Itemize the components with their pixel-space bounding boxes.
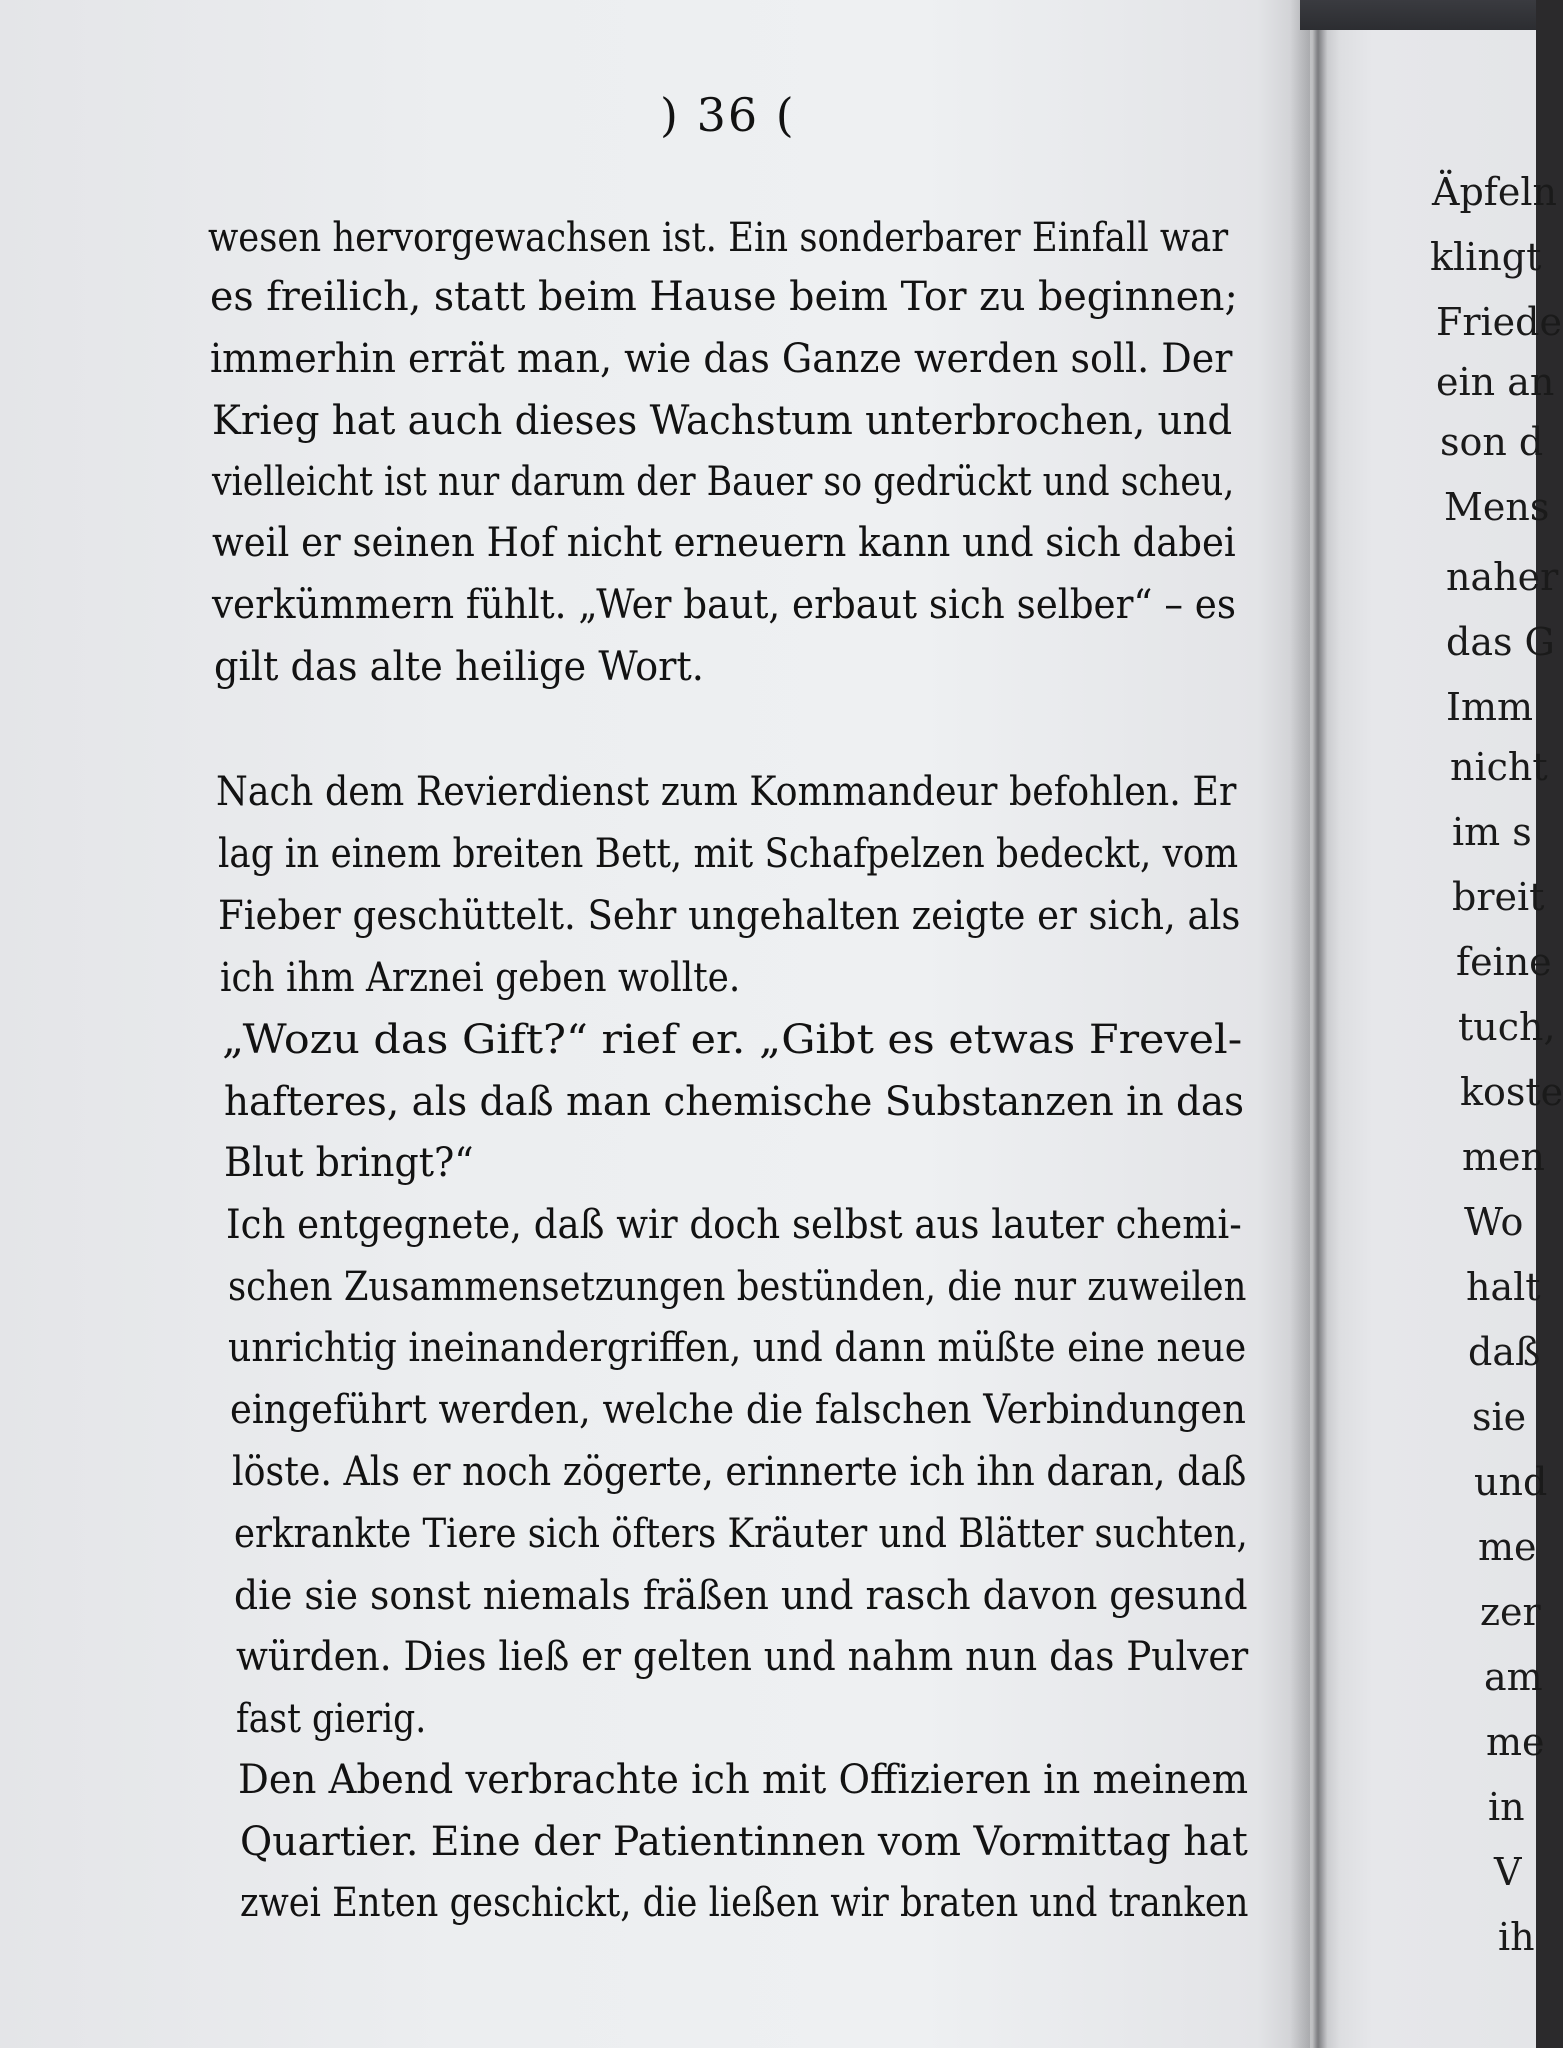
text-line: gilt das alte heilige Wort. — [214, 644, 704, 690]
text-line: vielleicht ist nur darum der Bauer so gedrückt und scheu, — [212, 459, 1235, 505]
facing-page-fragment: koste — [1460, 1070, 1563, 1114]
page-number: ) 36 ( — [660, 88, 796, 142]
text-line: unrichtig ineinandergriffen, und dann müßte eine neue — [228, 1325, 1247, 1371]
facing-page-fragment: men — [1462, 1135, 1545, 1179]
facing-page-fragment: halt — [1466, 1265, 1541, 1309]
text-line: Ich entgegnete, daß wir doch selbst aus lauter chemi- — [226, 1202, 1242, 1248]
text-line: verkümmern fühlt. „Wer baut, erbaut sich selber“ – es — [212, 582, 1236, 628]
text-line: erkrankte Tiere sich öfters Kräuter und Blätter suchten, — [234, 1511, 1248, 1557]
text-line: löste. Als er noch zögerte, erinnerte ich ihn daran, daß — [232, 1449, 1247, 1495]
facing-page-fragment: Imm — [1446, 685, 1534, 729]
facing-page-fragment: Äpfeln — [1432, 170, 1557, 214]
facing-page-fragment: naher — [1446, 555, 1559, 599]
text-line: die sie sonst niemals fräßen und rasch davon gesund — [234, 1573, 1248, 1619]
text-line: Nach dem Revierdienst zum Kommandeur befohlen. Er — [216, 769, 1237, 815]
text-line: es freilich, statt beim Hause beim Tor zu beginnen; — [210, 274, 1238, 320]
facing-page-fragment: sie — [1472, 1395, 1527, 1439]
facing-page-fragment: Wo — [1464, 1200, 1524, 1244]
facing-page-fragment: breit — [1452, 875, 1545, 919]
text-line: immerhin errät man, wie das Ganze werden soll. Der — [210, 336, 1233, 382]
facing-page-fragment: Friede — [1436, 300, 1562, 344]
text-line: schen Zusammensetzungen bestünden, die nur zuweilen — [228, 1264, 1247, 1310]
text-line: Den Abend verbrachte ich mit Offizieren in meinem — [238, 1757, 1249, 1803]
text-line: Krieg hat auch dieses Wachstum unterbrochen, und — [212, 398, 1233, 444]
facing-page-fragment: V — [1494, 1850, 1522, 1894]
facing-page-fragment: me — [1478, 1525, 1537, 1569]
text-line: fast gierig. — [236, 1696, 427, 1742]
text-line: würden. Dies ließ er gelten und nahm nun das Pulver — [236, 1634, 1249, 1680]
text-line: „Wozu das Gift?“ rief er. „Gibt es etwas Frevel- — [222, 1017, 1243, 1063]
text-line: ich ihm Arznei geben wollte. — [220, 955, 741, 1001]
text-line: lag in einem breiten Bett, mit Schafpelzen bedeckt, vom — [218, 831, 1239, 877]
book-cover-edge — [1300, 0, 1536, 30]
facing-page-fragment: son d — [1440, 420, 1544, 464]
text-line: eingeführt werden, welche die falschen Verbindungen — [230, 1387, 1246, 1433]
facing-page-fragment: ein an — [1436, 360, 1555, 404]
facing-page-fragment: me — [1486, 1720, 1545, 1764]
facing-page-fragment: ih — [1498, 1915, 1535, 1959]
text-line: wesen hervorgewachsen ist. Ein sonderbarer Einfall war — [208, 215, 1229, 261]
facing-page-fragment: daß — [1468, 1330, 1541, 1374]
facing-page-fragment: im s — [1452, 810, 1532, 854]
facing-page-fragment: klingt — [1430, 235, 1542, 279]
text-line: Quartier. Eine der Patientinnen vom Vormittag hat — [240, 1819, 1248, 1865]
facing-page-fragment: tuch, — [1458, 1005, 1556, 1049]
text-line: weil er seinen Hof nicht erneuern kann und sich dabei — [212, 520, 1236, 566]
text-line: hafteres, als daß man chemische Substanzen in das — [224, 1079, 1245, 1125]
text-line: zwei Enten geschickt, die ließen wir braten und tranken — [240, 1880, 1249, 1926]
facing-page-fragment: Mens — [1444, 485, 1550, 529]
facing-page-fragment: und — [1474, 1460, 1548, 1504]
facing-page-fragment: das G — [1446, 620, 1555, 664]
text-line: Fieber geschüttelt. Sehr ungehalten zeigte er sich, als — [218, 893, 1241, 939]
facing-page-fragment: feine — [1456, 940, 1552, 984]
facing-page-fragment: zer — [1480, 1590, 1541, 1634]
facing-page-fragment: am — [1484, 1655, 1543, 1699]
facing-page-fragment: nicht — [1450, 745, 1548, 789]
facing-page-fragment: in — [1488, 1785, 1525, 1829]
text-line: Blut bringt?“ — [224, 1140, 474, 1186]
